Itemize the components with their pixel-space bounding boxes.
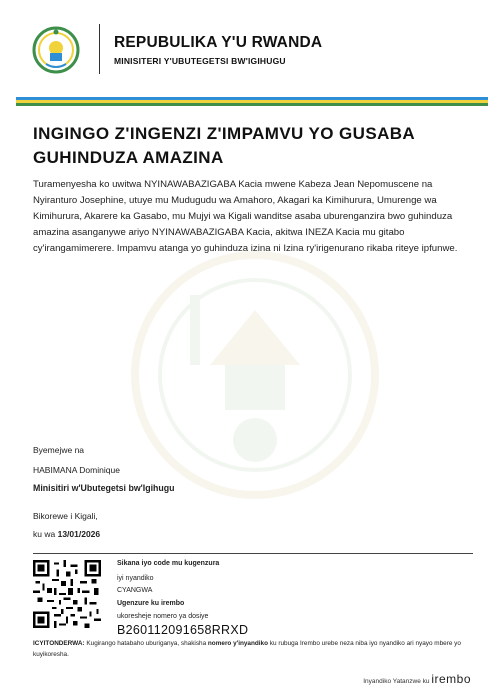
signatory-position: Minisitiri w'Ubutegetsi bw'Igihugu (33, 483, 175, 493)
stripe-green (16, 103, 488, 106)
doc-label: iyi nyandiko (117, 575, 154, 582)
flag-stripes (16, 97, 488, 106)
notice-text-before: Kugirango hatabaho uburiganya, shakisha (86, 640, 208, 647)
verify-label: Ugenzure ku irembo (117, 600, 185, 607)
enter-number-label: ukoresheje nomero ya dosiye (117, 613, 209, 620)
scan-label: Sikana iyo code mu kugenzura (117, 560, 220, 567)
document-body: Turamenyesha ko uwitwa NYINAWABAZIGABA Kacia mwene Kabeza Jean Nepomuscene na Nyiranturo Josephine, utuye mu Mudugudu wa Amahoro, Akagari ka Kimihurura, Umurenge wa Kimihurura, Akarere ka Gasabo, mu Mujyi wa Kigali wanditse asaba uburenganzira bwo guhinduza amazina asanganywe ariyo NYINAWABAZIGABA Kacia, akitwa INEZA Kacia mu gitabo cy'irangamimerere. Impamvu atanga yo guhinduza izina ni Izina ry'irigenurano rikaba riteye ipfunwe. (33, 179, 458, 254)
rwanda-coat-of-arms-icon (32, 26, 80, 74)
header (0, 0, 504, 92)
issue-date-line (33, 529, 100, 539)
document-title: INGINGO Z'INGENZI Z'IMPAMVU YO GUSABA GUHINDUZA AMAZINA (33, 124, 415, 167)
ministry-name: MINISITERI Y'UBUTEGETSI BW'IGIHUGU (114, 56, 286, 66)
approved-by-label: Byemejwe na (33, 445, 85, 455)
footer-divider (33, 553, 473, 554)
or-label: CYANGWA (117, 587, 153, 594)
notice-text-after: ku rubuga Irembo urebe neza niba iyo nyandiko ari nyayo mbere yo kuyikoresha. (33, 640, 461, 658)
header-divider (99, 24, 100, 74)
document-number: B260112091658RRXD (117, 623, 249, 637)
qr-code-icon[interactable] (33, 560, 101, 628)
government-title: REPUBULIKA Y'U RWANDA (114, 34, 323, 51)
notice-label: ICYITONDERWA: (33, 640, 85, 647)
irembo-logo: irembo (431, 672, 471, 686)
issue-date: 13/01/2026 (57, 529, 101, 539)
footer (363, 672, 471, 686)
issue-place: Bikorewe i Kigali, (33, 511, 98, 521)
footer-text: Inyandiko Yatanzwe ku (363, 678, 430, 685)
signatory-name: HABIMANA Dominique (33, 465, 120, 475)
date-prefix: ku wa (33, 529, 56, 539)
notice-bold: nomero y'inyandiko (207, 640, 269, 647)
notice (33, 638, 473, 660)
